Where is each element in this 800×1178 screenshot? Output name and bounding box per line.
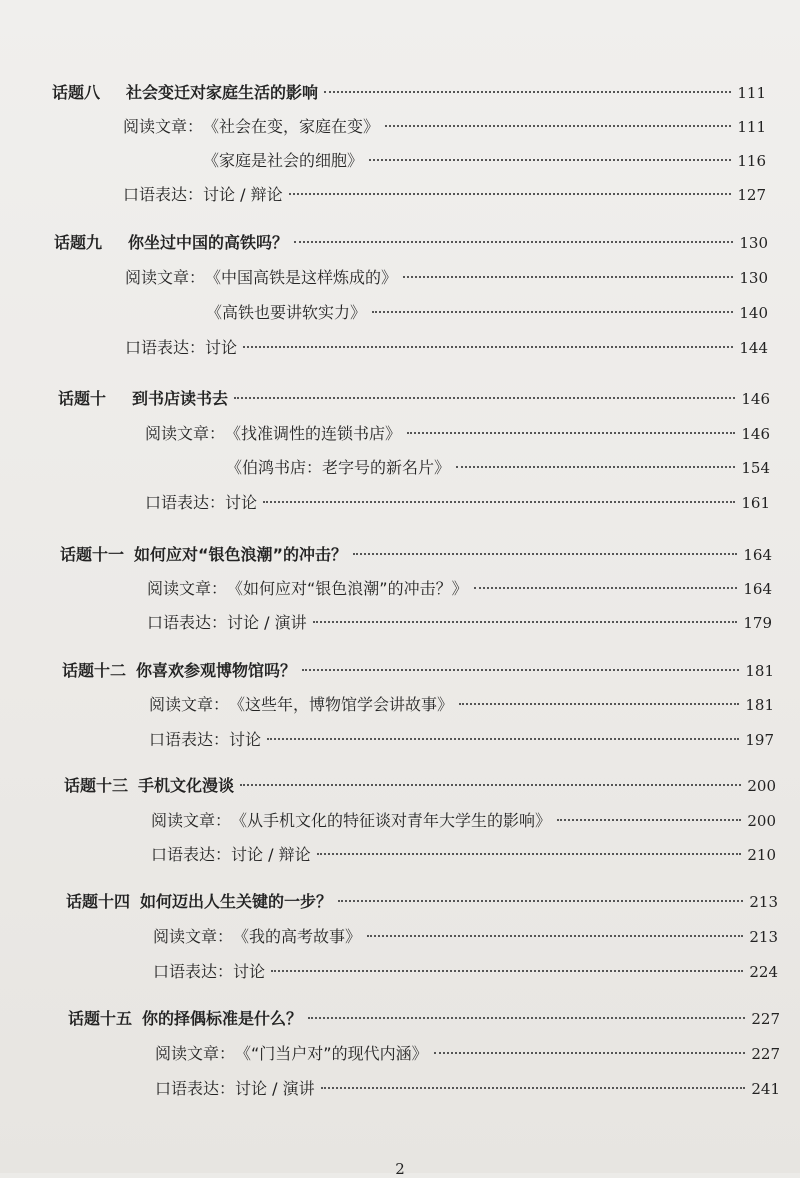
topic-label: 话题十四	[66, 892, 131, 911]
topic-label: 话题十三	[64, 776, 129, 795]
oral-entry[interactable]	[123, 184, 766, 206]
page-ref: 210	[747, 846, 776, 864]
page-ref: 130	[739, 234, 768, 252]
oral-prefix: 口语表达：	[155, 1079, 236, 1098]
article-title: 《家庭是社会的细胞》	[203, 151, 364, 170]
page-ref: 213	[749, 928, 778, 946]
dot-leader	[372, 311, 733, 313]
dot-leader	[324, 91, 731, 93]
reading-prefix: 阅读文章：	[155, 1044, 236, 1063]
article-title: 《如何应对“银色浪潮”的冲击？》	[227, 579, 468, 598]
dot-leader	[263, 501, 735, 503]
oral-activity: 讨论	[225, 493, 258, 512]
reading-entry[interactable]	[153, 926, 778, 948]
dot-leader	[317, 853, 742, 855]
topic-label: 话题十一	[60, 545, 125, 564]
oral-activity: 讨论 / 演讲	[227, 613, 307, 632]
article-title: 《社会在变，家庭在变》	[203, 117, 380, 136]
topic-label: 话题十五	[68, 1009, 133, 1028]
oral-prefix: 口语表达：	[153, 962, 234, 981]
page-ref: 130	[739, 269, 768, 287]
dot-leader	[271, 970, 743, 972]
oral-entry[interactable]	[149, 729, 774, 751]
article-title: 《伯鸿书店：老字号的新名片》	[226, 458, 451, 477]
page-ref: 179	[743, 614, 772, 632]
reading-entry[interactable]	[147, 578, 772, 600]
page-number: 2	[395, 1160, 405, 1178]
oral-prefix: 口语表达：	[151, 845, 232, 864]
topic-label: 话题九	[54, 233, 103, 252]
oral-entry[interactable]	[147, 612, 772, 634]
dot-leader	[474, 587, 738, 589]
reading-entry[interactable]	[226, 457, 770, 479]
reading-entry[interactable]	[155, 1043, 780, 1065]
topic-title: 到书店读书去	[132, 389, 229, 408]
dot-leader	[294, 241, 733, 243]
oral-entry[interactable]	[153, 961, 778, 983]
page-ref: 144	[739, 339, 768, 357]
dot-leader	[267, 738, 739, 740]
page-ref: 181	[745, 662, 774, 680]
reading-prefix: 阅读文章：	[145, 424, 226, 443]
oral-activity: 讨论	[229, 730, 262, 749]
page-ref: 227	[751, 1045, 780, 1063]
topic-label: 话题十二	[62, 661, 127, 680]
page-ref: 164	[743, 580, 772, 598]
dot-leader	[385, 125, 731, 127]
article-title: 《这些年，博物馆学会讲故事》	[229, 695, 454, 714]
dot-leader	[459, 703, 739, 705]
reading-entry[interactable]	[203, 150, 766, 172]
topic-label: 话题八	[52, 83, 101, 102]
topic-heading[interactable]	[62, 660, 774, 682]
page-ref: 146	[741, 390, 770, 408]
topic-heading[interactable]	[68, 1008, 780, 1030]
reading-entry[interactable]	[145, 423, 770, 445]
article-title: 《中国高铁是这样炼成的》	[205, 268, 398, 287]
reading-entry[interactable]	[149, 694, 774, 716]
dot-leader	[243, 346, 733, 348]
reading-prefix: 阅读文章：	[149, 695, 230, 714]
dot-leader	[353, 553, 737, 555]
page-ref: 200	[747, 777, 776, 795]
page-ref: 227	[751, 1010, 780, 1028]
oral-activity: 讨论	[233, 962, 266, 981]
article-title: 《“门当户对”的现代内涵》	[235, 1044, 428, 1063]
dot-leader	[403, 276, 733, 278]
dot-leader	[313, 621, 738, 623]
reading-prefix: 阅读文章：	[151, 811, 232, 830]
oral-activity: 讨论 / 辩论	[231, 845, 311, 864]
article-title: 《我的高考故事》	[233, 927, 362, 946]
page-ref: 154	[741, 459, 770, 477]
oral-activity: 讨论 / 演讲	[235, 1079, 315, 1098]
page-ref: 200	[747, 812, 776, 830]
dot-leader	[367, 935, 743, 937]
dot-leader	[407, 432, 735, 434]
topic-heading[interactable]	[66, 891, 778, 913]
dot-leader	[338, 900, 743, 902]
reading-entry[interactable]	[206, 302, 768, 324]
reading-entry[interactable]	[123, 116, 766, 138]
article-title: 《高铁也要讲软实力》	[206, 303, 367, 322]
oral-prefix: 口语表达：	[149, 730, 230, 749]
dot-leader	[321, 1087, 746, 1089]
page-ref: 164	[743, 546, 772, 564]
page-ref: 116	[737, 152, 766, 170]
page-ref: 127	[737, 186, 766, 204]
oral-prefix: 口语表达：	[125, 338, 206, 357]
oral-entry[interactable]	[145, 492, 770, 514]
topic-heading[interactable]	[64, 775, 776, 797]
page-ref: 181	[745, 696, 774, 714]
page-ref: 140	[739, 304, 768, 322]
reading-entry[interactable]	[125, 267, 768, 289]
reading-prefix: 阅读文章：	[153, 927, 234, 946]
page-ref: 146	[741, 425, 770, 443]
oral-entry[interactable]	[125, 337, 768, 359]
topic-title: 你坐过中国的高铁吗？	[128, 233, 289, 252]
oral-entry[interactable]	[151, 844, 776, 866]
topic-title: 你喜欢参观博物馆吗？	[136, 661, 297, 680]
topic-title: 你的择偶标准是什么？	[142, 1009, 303, 1028]
page-ref: 111	[737, 118, 766, 136]
page-ref: 111	[737, 84, 766, 102]
page-ref: 213	[749, 893, 778, 911]
reading-prefix: 阅读文章：	[147, 579, 228, 598]
reading-entry[interactable]	[151, 810, 776, 832]
reading-prefix: 阅读文章：	[125, 268, 206, 287]
dot-leader	[557, 819, 741, 821]
dot-leader	[234, 397, 735, 399]
dot-leader	[434, 1052, 746, 1054]
oral-activity: 讨论	[205, 338, 238, 357]
page-ref: 241	[751, 1080, 780, 1098]
topic-heading[interactable]	[52, 82, 766, 104]
topic-title: 如何迈出人生关键的一步？	[140, 892, 333, 911]
dot-leader	[289, 193, 732, 195]
dot-leader	[456, 466, 735, 468]
dot-leader	[240, 784, 741, 786]
dot-leader	[369, 159, 731, 161]
topic-title: 社会变迁对家庭生活的影响	[126, 83, 319, 102]
oral-prefix: 口语表达：	[145, 493, 226, 512]
topic-heading[interactable]	[54, 232, 768, 254]
oral-activity: 讨论 / 辩论	[203, 185, 283, 204]
page-ref: 197	[745, 731, 774, 749]
page-ref: 161	[741, 494, 770, 512]
topic-title: 如何应对“银色浪潮”的冲击？	[134, 545, 348, 564]
topic-heading[interactable]	[60, 544, 772, 566]
dot-leader	[302, 669, 739, 671]
article-title: 《找准调性的连锁书店》	[225, 424, 402, 443]
topic-label: 话题十	[58, 389, 107, 408]
page-ref: 224	[749, 963, 778, 981]
oral-prefix: 口语表达：	[147, 613, 228, 632]
oral-prefix: 口语表达：	[123, 185, 204, 204]
topic-heading[interactable]	[58, 388, 770, 410]
article-title: 《从手机文化的特征谈对青年大学生的影响》	[231, 811, 552, 830]
topic-title: 手机文化漫谈	[138, 776, 235, 795]
dot-leader	[308, 1017, 745, 1019]
oral-entry[interactable]	[155, 1078, 780, 1100]
reading-prefix: 阅读文章：	[123, 117, 204, 136]
